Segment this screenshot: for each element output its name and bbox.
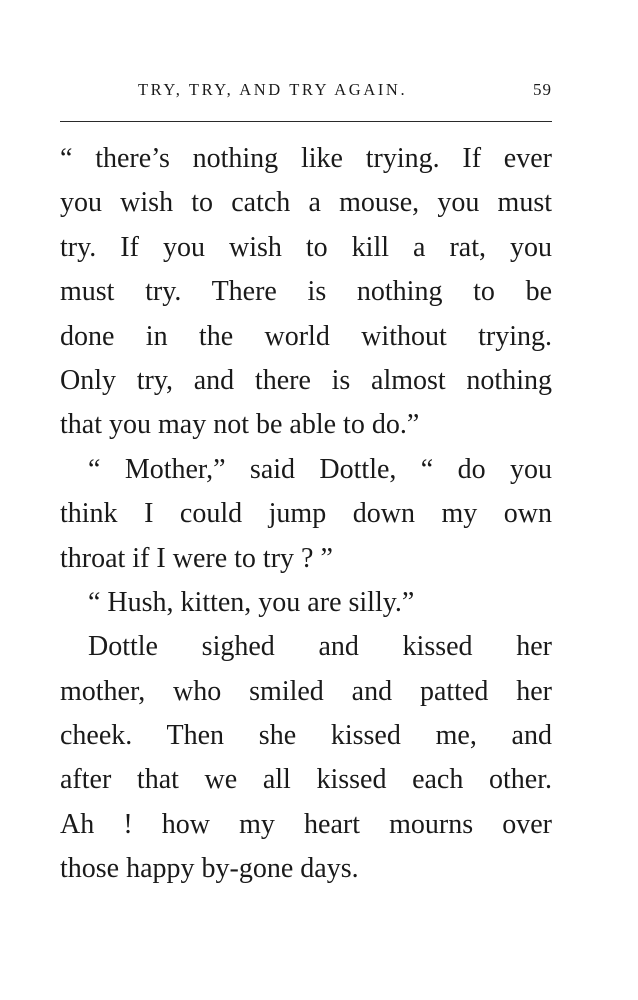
text-line: you wish to catch a mouse, you must xyxy=(60,187,552,219)
text-line: think I could jump down my own xyxy=(60,498,552,530)
text-line: “ Mother,” said Dottle, “ do you xyxy=(88,453,552,485)
running-head xyxy=(60,80,552,104)
text-line: “ Hush, kitten, you are silly.” xyxy=(88,586,415,618)
text-line: must try. There is nothing to be xyxy=(60,276,552,308)
text-line: that you may not be able to do.” xyxy=(60,409,420,441)
text-line: Only try, and there is almost nothing xyxy=(60,364,552,396)
text-line: cheek. Then she kissed me, and xyxy=(60,720,552,752)
text-line: Dottle sighed and kissed her xyxy=(88,631,552,663)
text-line: mother, who smiled and patted her xyxy=(60,675,552,707)
text-line: Ah ! how my heart mourns over xyxy=(60,808,552,840)
text-line: done in the world without trying. xyxy=(60,320,552,352)
text-line: those happy by-gone days. xyxy=(60,853,359,885)
running-title: TRY, TRY, AND TRY AGAIN. xyxy=(138,80,408,99)
text-line: try. If you wish to kill a rat, you xyxy=(60,231,552,263)
page-number: 59 xyxy=(533,80,552,99)
text-line: after that we all kissed each other. xyxy=(60,764,552,796)
body-text xyxy=(60,137,552,892)
header-rule xyxy=(60,121,552,122)
text-line: “ there’s nothing like trying. If ever xyxy=(60,143,552,174)
text-line: throat if I were to try ? ” xyxy=(60,542,333,574)
